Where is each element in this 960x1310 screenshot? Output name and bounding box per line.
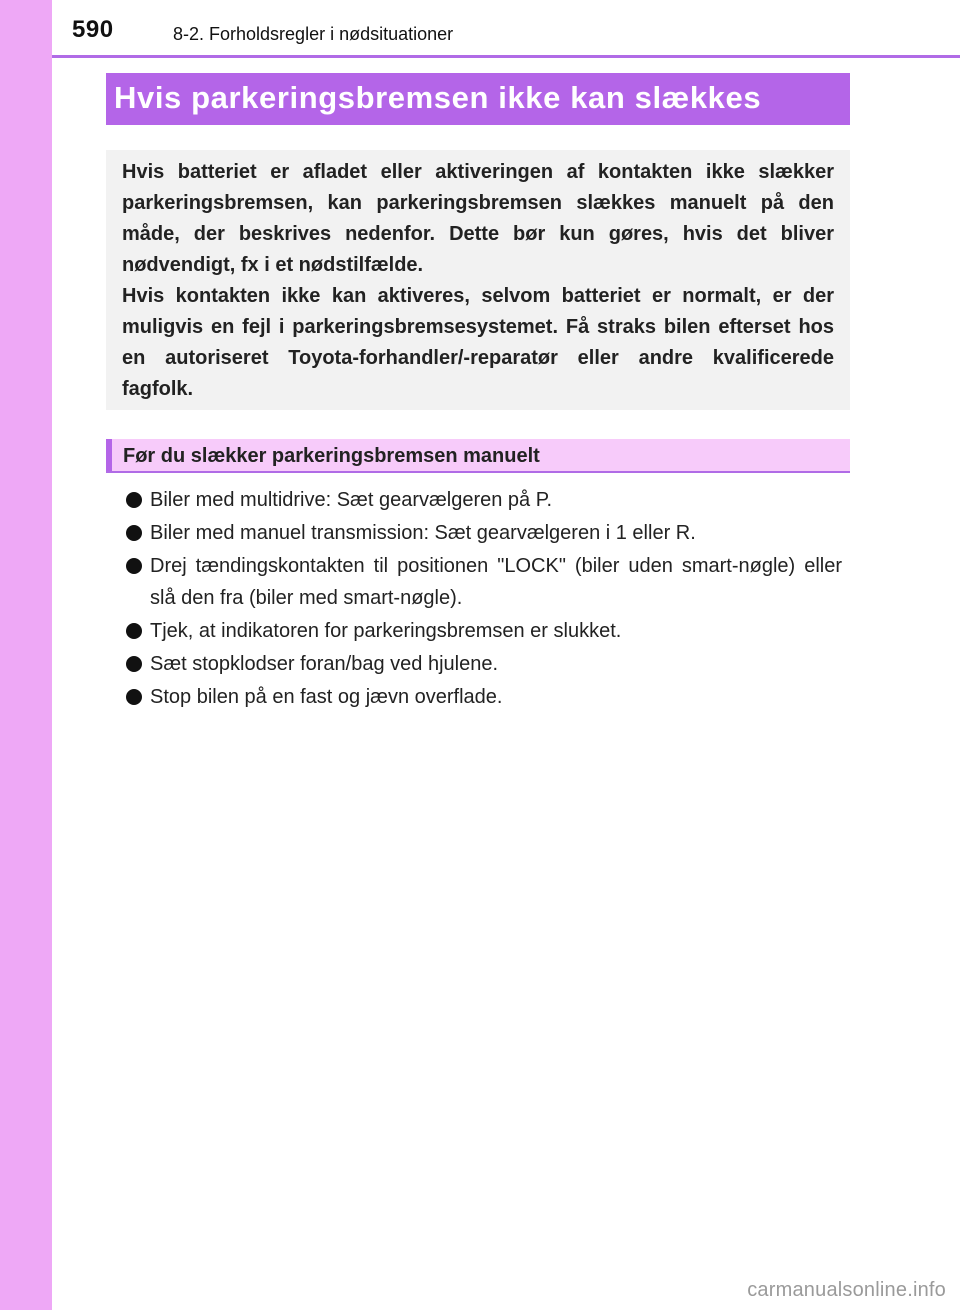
intro-paragraph: Hvis batteriet er afladet eller aktiveringen af kontakten ikke slækker parkeringsbremsen, kan parkeringsbremsen slækkes manuelt på den måde, der beskrives nedenfor. Dette bør kun gøres, hvis det bliver nødvendigt, fx i et nødstilfælde. xyxy=(122,161,834,276)
list-item xyxy=(126,648,842,680)
list-item xyxy=(126,517,842,549)
list-item-text: Drej tændingskontakten til positionen "LOCK" (biler uden smart-nøgle) eller slå den fra (biler med smart-nøgle). xyxy=(150,555,842,609)
bullet-list xyxy=(126,484,842,714)
subsection-accent-mark xyxy=(106,439,112,471)
list-item-text: Biler med multidrive: Sæt gearvælgeren på P. xyxy=(150,489,553,511)
page-number: 590 xyxy=(72,16,114,43)
intro-paragraph: Hvis kontakten ikke kan aktiveres, selvom batteriet er normalt, er der muligvis en fejl i parkeringsbremsesystemet. Få straks bilen efterset hos en autoriseret Toyota-forhandler/-reparatør eller andre kvalificerede fagfolk. xyxy=(122,285,834,400)
list-item xyxy=(126,615,842,647)
intro-box xyxy=(106,150,850,410)
subsection-heading-bar xyxy=(106,439,850,473)
bullet-icon xyxy=(126,492,142,508)
list-item-text: Biler med manuel transmission: Sæt gearvælgeren i 1 eller R. xyxy=(150,522,696,544)
list-item xyxy=(126,681,842,713)
bullet-icon xyxy=(126,525,142,541)
bullet-icon xyxy=(126,623,142,639)
bullet-icon xyxy=(126,558,142,574)
list-item-text: Tjek, at indikatoren for parkeringsbremsen er slukket. xyxy=(150,620,622,642)
bullet-icon xyxy=(126,656,142,672)
header-divider xyxy=(52,55,960,58)
side-color-strip xyxy=(0,0,52,1310)
list-item xyxy=(126,484,842,516)
bullet-icon xyxy=(126,689,142,705)
subsection-heading: Før du slækker parkeringsbremsen manuelt xyxy=(123,445,540,467)
list-item-text: Sæt stopklodser foran/bag ved hjulene. xyxy=(150,653,498,675)
chapter-title: 8-2. Forholdsregler i nødsituationer xyxy=(173,24,454,44)
list-item-text: Stop bilen på en fast og jævn overflade. xyxy=(150,686,503,708)
list-item xyxy=(126,550,842,614)
site-watermark: carmanualsonline.info xyxy=(747,1279,946,1301)
section-title: Hvis parkeringsbremsen ikke kan slækkes xyxy=(114,80,762,115)
